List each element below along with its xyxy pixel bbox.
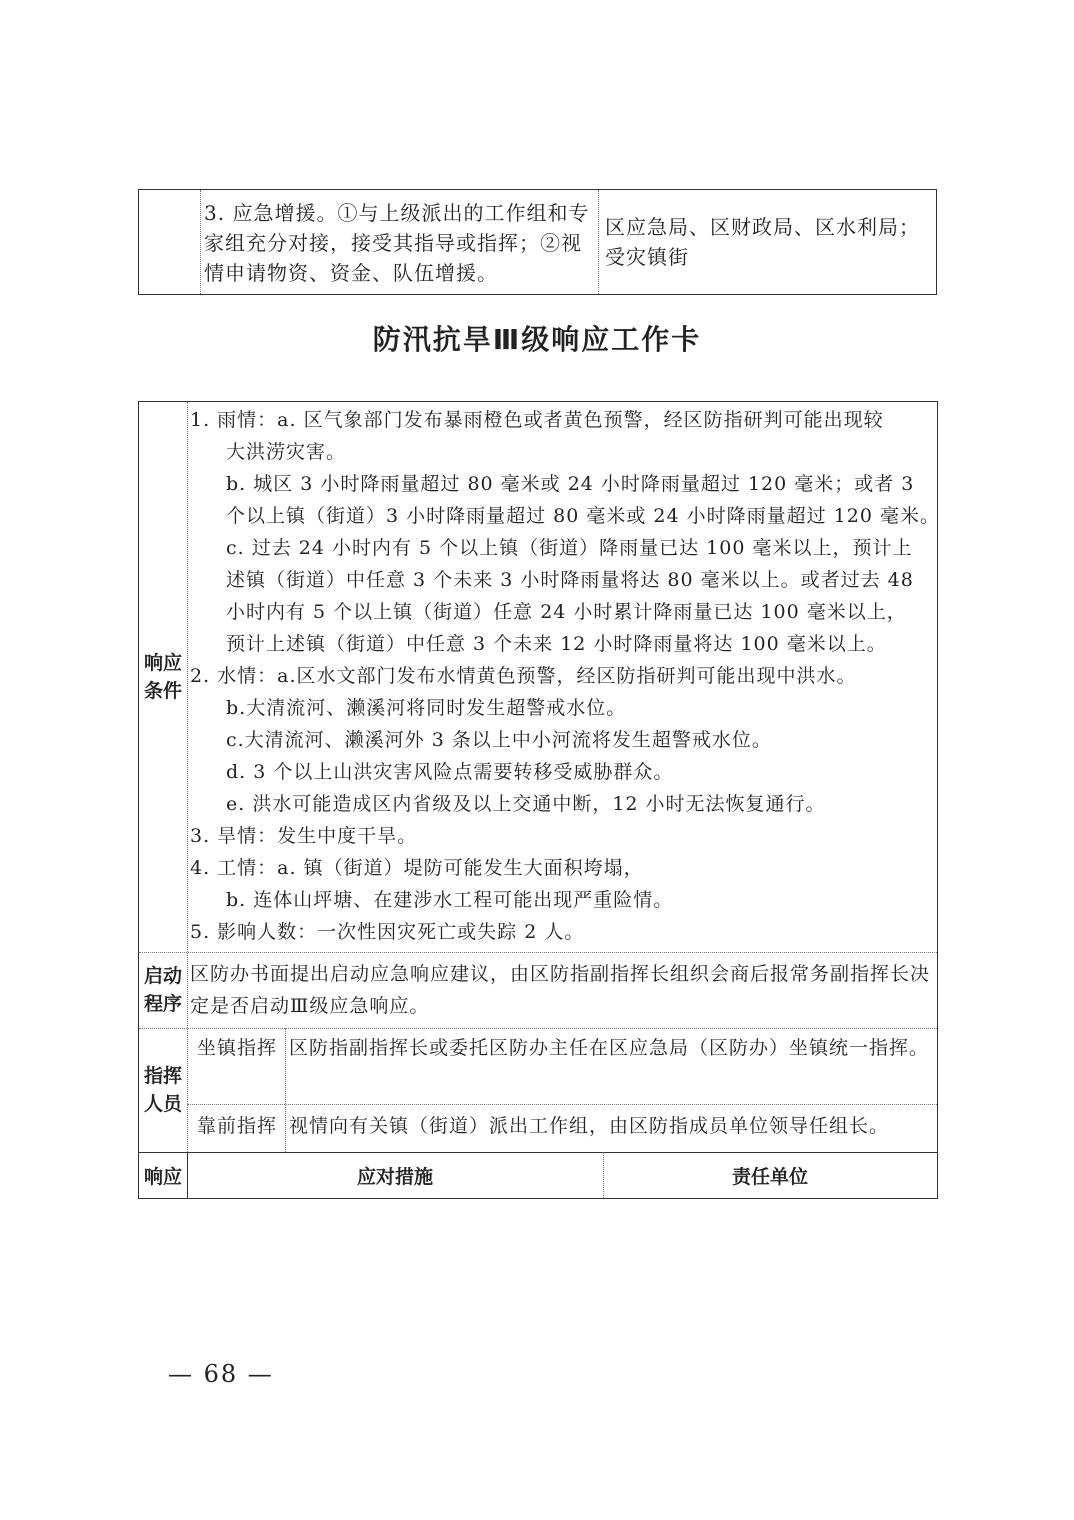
condition-line: c.大清流河、濑溪河外 3 条以上中小河流将发生超警戒水位。 [226, 729, 772, 751]
work-card-table [138, 401, 938, 1199]
startup-text: 区防办书面提出启动应急响应建议，由区防指副指挥长组织会商后报常务副指挥长决定是否启动Ⅲ级应急响应。 [190, 963, 931, 1017]
condition-line: 1. 雨情：a. 区气象部门发布暴雨橙色或者黄色预警，经区防指研判可能出现较 [190, 409, 884, 431]
command-row-text: 区防指副指挥长或委托区防办主任在区应急局（区防办）坐镇统一指挥。 [289, 1037, 930, 1059]
top-table-measure: 3. 应急增援。①与上级派出的工作组和专家组充分对接，接受其指导或指挥；②视情申请物资、资金、队伍增援。 [200, 190, 599, 294]
condition-line: 预计上述镇（街道）中任意 3 个未来 12 小时降雨量将达 100 毫米以上。 [226, 633, 887, 655]
condition-line: e. 洪水可能造成区内省级及以上交通中断，12 小时无法恢复通行。 [226, 793, 826, 815]
condition-line: d. 3 个以上山洪灾害风险点需要转移受威胁群众。 [226, 761, 674, 783]
condition-line: 5. 影响人数：一次性因灾死亡或失踪 2 人。 [190, 921, 585, 943]
condition-line: b. 连体山坪塘、在建涉水工程可能出现严重险情。 [226, 889, 674, 911]
condition-line: 2. 水情：a.区水文部门发布水情黄色预警，经区防指研判可能出现中洪水。 [190, 665, 857, 687]
top-table-units: 区应急局、区财政局、区水利局；受灾镇街 [605, 215, 920, 269]
command-row-label: 靠前指挥 [196, 1115, 277, 1137]
command-row-label: 坐镇指挥 [196, 1037, 277, 1059]
condition-line: 大洪涝灾害。 [226, 441, 347, 463]
footer-response-header: 响应 [143, 1166, 182, 1188]
footer-units-header: 责任单位 [731, 1166, 808, 1188]
page-title: 防汛抗旱Ⅲ级响应工作卡 [372, 323, 702, 356]
condition-line: c. 过去 24 小时内有 5 个以上镇（街道）降雨量已达 100 毫米以上，预计上 [226, 537, 913, 559]
condition-list [190, 404, 940, 948]
condition-line: 述镇（街道）中任意 3 个未来 3 小时降雨量将达 80 毫米以上。或者过去 48 [226, 569, 914, 591]
top-table [138, 189, 937, 295]
command-row-text: 视情向有关镇（街道）派出工作组，由区防指成员单位领导任组长。 [289, 1115, 890, 1137]
condition-line: b.大清流河、濑溪河将同时发生超警戒水位。 [226, 697, 627, 719]
footer-measures-header: 应对措施 [356, 1166, 433, 1188]
top-table-empty-cell [139, 190, 201, 294]
startup-label: 启动程序 [143, 965, 182, 1015]
condition-line: 4. 工情：a. 镇（街道）堤防可能发生大面积垮塌， [190, 857, 644, 879]
condition-line: 小时内有 5 个以上镇（街道）任意 24 小时累计降雨量已达 100 毫米以上， [226, 601, 907, 623]
command-label: 指挥人员 [143, 1065, 182, 1115]
condition-label: 响应条件 [143, 652, 182, 702]
condition-line: b. 城区 3 小时降雨量超过 80 毫米或 24 小时降雨量超过 120 毫米；或者 3 [226, 473, 915, 495]
condition-line: 个以上镇（街道）3 小时降雨量超过 80 毫米或 24 小时降雨量超过 120 毫米。 [226, 505, 940, 527]
page-number: — 68 — [168, 1360, 274, 1388]
condition-line: 3. 旱情：发生中度干旱。 [190, 825, 418, 847]
